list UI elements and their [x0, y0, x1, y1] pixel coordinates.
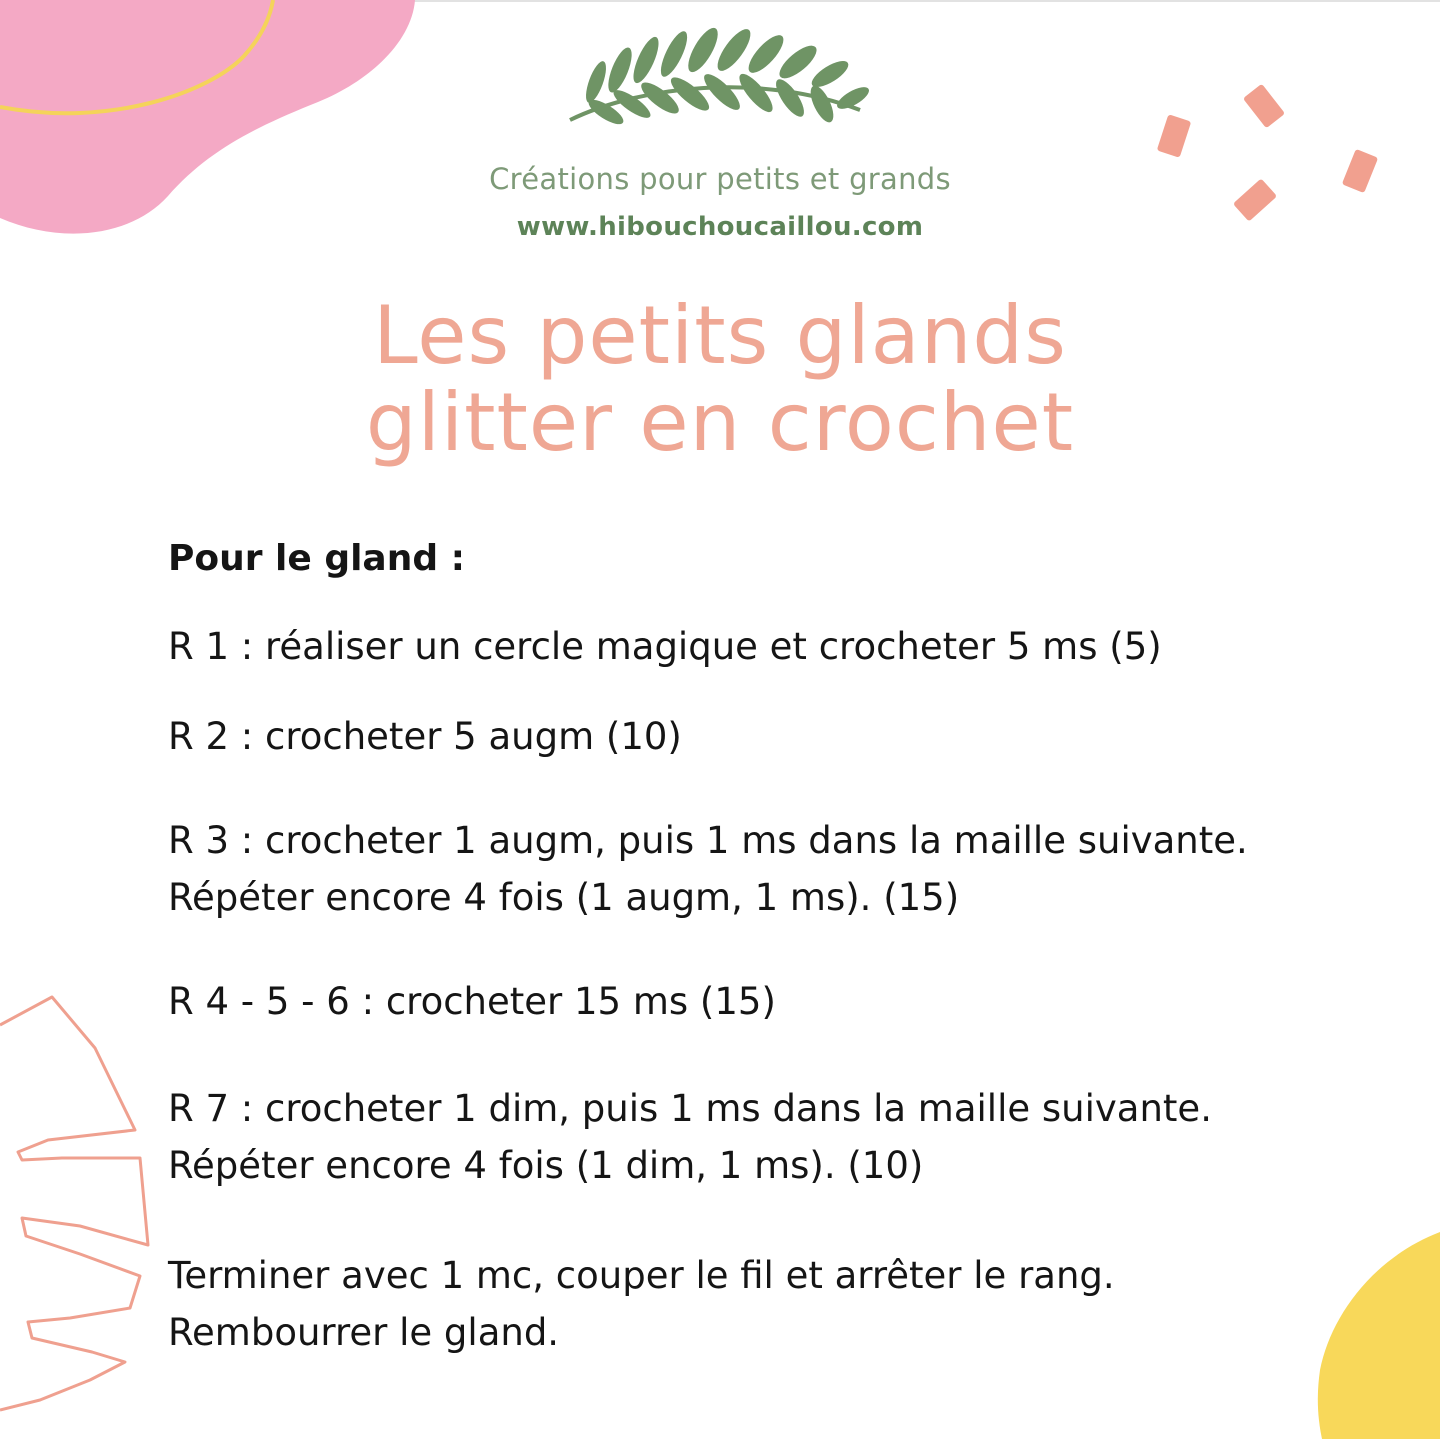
row-5-line-2: Répéter encore 4 fois (1 dim, 1 ms). (10) — [168, 1144, 924, 1187]
page-title-line-2: glitter en crochet — [365, 376, 1075, 469]
row-5-line-1: R 7 : crocheter 1 dim, puis 1 ms dans la maille suivante. — [168, 1087, 1212, 1130]
row-6-line-2: Rembourrer le gland. — [168, 1311, 560, 1354]
row-3-line-1: R 3 : crocheter 1 augm, puis 1 ms dans la maille suivante. — [168, 819, 1248, 862]
outline-leaf-shape — [0, 997, 148, 1410]
pink-blob-shape — [0, 0, 415, 234]
row-2-line-1: R 2 : crocheter 5 augm (10) — [168, 715, 682, 758]
brand-tagline: Créations pour petits et grands — [489, 162, 951, 196]
brand-url: www.hibouchoucaillou.com — [516, 212, 924, 242]
page-title-line-1: Les petits glands — [373, 289, 1067, 382]
fern-leaf-icon — [570, 24, 872, 129]
row-1-line-1: R 1 : réaliser un cercle magique et crocheter 5 ms (5) — [168, 625, 1162, 668]
confetti-2 — [1157, 114, 1192, 158]
confetti-1 — [1243, 84, 1285, 129]
row-3-line-2: Répéter encore 4 fois (1 augm, 1 ms). (15) — [168, 876, 960, 919]
row-4-line-1: R 4 - 5 - 6 : crocheter 15 ms (15) — [168, 980, 776, 1023]
section-heading: Pour le gland : — [168, 538, 466, 579]
row-6-line-1: Terminer avec 1 mc, couper le fil et arrêter le rang. — [168, 1254, 1115, 1297]
yellow-blob-shape — [1318, 1232, 1440, 1439]
confetti-shapes — [1157, 84, 1379, 222]
